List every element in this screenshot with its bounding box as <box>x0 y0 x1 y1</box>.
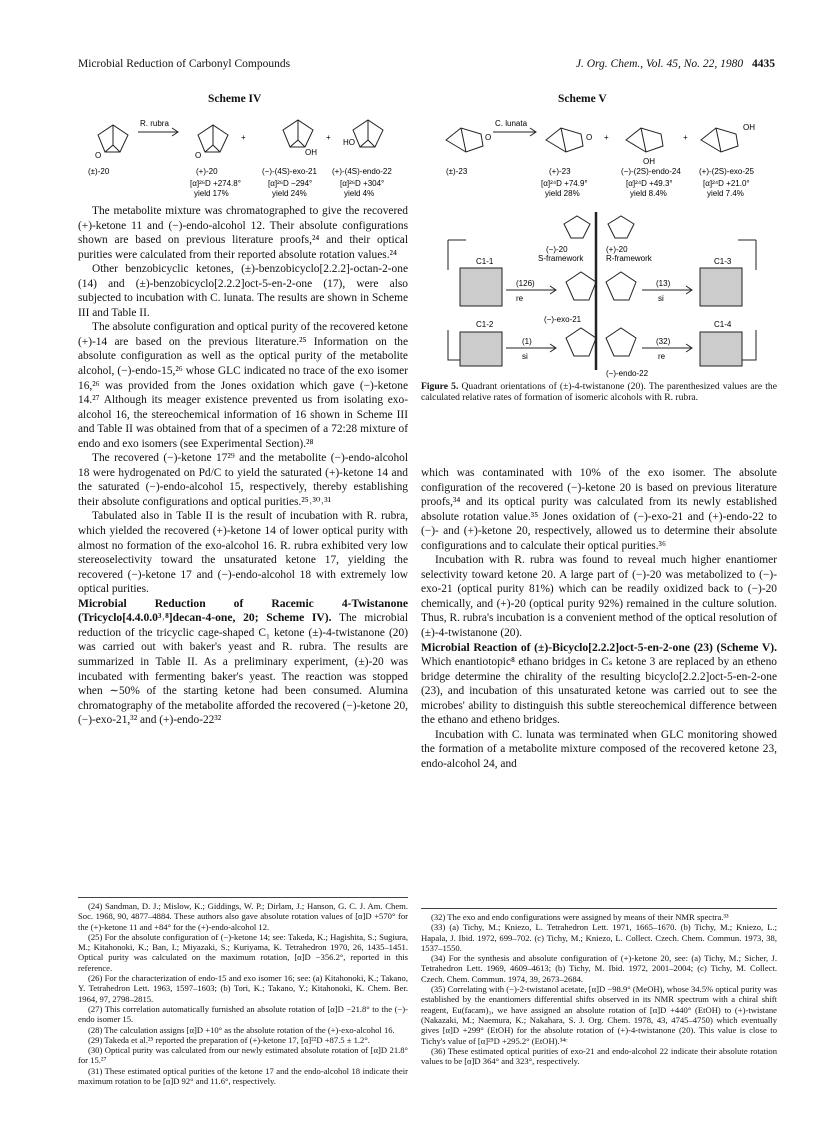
ketone-20-structure <box>564 216 590 238</box>
footnotes-left <box>78 901 408 1086</box>
figure-label: (−)-20 <box>546 245 568 254</box>
footnote: (25) For the absolute configuration of (−)-ketone 14; see: Takeda, K.; Hagishita, S.; Sugiura, M.; Kitahonoki, K.; Ban, I.; Miyazaki, S.; Kuriyama, K. Tetrahedron 1970, 26, 1435–1451. Optical purity was calculated on the maximum rotation, [α]D −356.2°, reported in this reference. <box>78 931 408 973</box>
product-label: (−)-endo-22 <box>606 369 649 378</box>
footnote: (35) Correlating with (−)-2-twistanol acetate, [α]D −98.9° (MeOH), whose 34.5% optical purity was established by the enantiomers differential shifts observed in its NMR spectrum with a chiral shift reagent, Eu(facam)₃, we have assigned an absolute rotation of [α]D +440° (EtOH) to (+)-twistane (Nakazaki, M.; Naemura, K.; Nakahara, S. J. Org. Chem. 1978, 43, 4745–4750) which eventually gives [α]D +299° (EtOH) for the absolute rotation of (+)-4-twistanone (20). This value is close to Tichy's value of [α]²⁵D +295.2° (EtOH).³⁴ᶜ <box>421 984 777 1046</box>
paragraph: Other benzobicyclic ketones, (±)-benzobicyclo[2.2.2]-octan-2-one (14) and (±)-benzobicyclo[2.2.2]oct-5-en-2-one (17), were also subjected to incubation with C. lunata. The results are shown in Scheme III and Table II. <box>78 263 408 319</box>
quadrant-label: C1-4 <box>714 320 732 329</box>
right-column <box>421 466 777 771</box>
caption-text: Quadrant orientations of (±)-4-twistanone (20). The parenthesized values are the calculated relative rates of formation of isomeric alcohols with R. rubra. <box>421 381 777 404</box>
paragraph: Tabulated also in Table II is the result of incubation with R. rubra, which yielded the recovered (+)-ketone 14 of lower optical purity with almost no formation of the exo-alcohol 16. R. rubra exhibited very low stereoselectivity toward the unsaturated ketone 17, yielding the recovered (−)-ketone 17 and (−)-endo-alcohol 18 with extremely low optical purities. <box>78 510 408 596</box>
ketone-20-structure <box>566 328 596 356</box>
svg-text:O: O <box>95 151 102 160</box>
endo-alcohol-structure <box>353 120 383 147</box>
bracket-right <box>738 240 756 270</box>
quadrant-label: C1-2 <box>476 320 494 329</box>
figure-5-diagram <box>446 210 758 378</box>
section-text: The microbial reduction of the tricyclic cage-shaped C₁ ketone (±)-4-twistanone (20) was carried out with baker's yeast and R. rubra. The results are summarized in Table II. As a preliminary experiment, (±)-20 was incubated with fermenting baker's yeast. The reaction was stopped when ∼50% of the starting ketone had been consumed. Alumina chromatography of the metabolite afforded the recovered (−)-ketone 20, (−)-exo-21,³² and (+)-endo-22³² <box>78 612 408 727</box>
bicyclooctenone-structure <box>546 128 583 152</box>
footnote: (28) The calculation assigns [α]D +10° as the absolute rotation of the (+)-exo-alcohol 16. <box>88 1024 395 1035</box>
running-header-left: Microbial Reduction of Carbonyl Compounds <box>78 58 291 70</box>
bicyclooctenone-structure <box>446 128 483 152</box>
paragraph: The absolute configuration and optical purity of the recovered ketone (+)-14 are based on the previous literature.²⁵ Information on the absolute configuration as well as the optical purity of the metabolite alcohol, (−)-endo-15,²⁶ whose GLC indicated no trace of the exo isomer 16,²⁶ was provided from the Jones oxidation which gave (−)-ketone 14.²⁷ Although its meager existence prevented us from isolating exo-alcohol 16, the stereochemical information of 16 shown in Scheme III and Table II was obtained from that of a specimen of a 72:28 mixture of endo and exo isomers (see Experimental Section).²⁸ <box>78 321 408 450</box>
yield-label: yield 17% <box>194 189 229 198</box>
svg-text:+: + <box>683 133 688 142</box>
reaction-arrow <box>493 128 536 136</box>
rate-value: (32) <box>656 337 671 346</box>
compound-label: (+)-(4S)-endo-22 <box>332 167 392 176</box>
figure-5-caption <box>421 381 777 403</box>
paragraph: Incubation with R. rubra was found to reveal much higher enantiomer selectivity toward ketone 20. A large part of (−)-20 was metabolized to (−)-exo-21 (optical purity 81%) which can be readily oxidized back to (−)-20 chemically, and (+)-20 (optical purity 92%) remained in the culture solution. Thus, R. rubra's incubation is a convenient method of the optical resolution of (±)-4-twistanone (20). <box>421 554 777 640</box>
face-label: si <box>522 352 528 361</box>
footnote: (29) Takeda et al.²⁵ reported the preparation of (+)-ketone 17, [α]²²D +87.5 ± 1.2°. <box>88 1034 370 1045</box>
compound-label: (±)-23 <box>446 167 468 176</box>
footnote: (26) For the characterization of endo-15 and exo isomer 16; see: (a) Kitahonoki, K.; Takano, Y. Tetrahedron Lett. 1963, 1597–1603; (b) Tori, K.; Takano, Y.; Kitahonoki, K. Chem. Ber. 1964, 97, 2798–2815. <box>78 973 408 1004</box>
footnote: (27) This correlation automatically furnished an absolute rotation of [α]D −21.8° to the (−)-endo isomer 15. <box>78 1003 408 1025</box>
quadrant-label: C1-3 <box>714 257 732 266</box>
bracket-left <box>448 240 466 270</box>
rate-value: (1) <box>522 337 532 346</box>
quadrant-c1-4 <box>700 332 742 366</box>
footnote: (33) (a) Tichy, M.; Kniezo, L. Tetrahedron Lett. 1971, 1665–1670. (b) Tichy, M.; Kniezo, L.; Hapala, J. Ibid. 1972, 699–702. (c) Tichy, M.; Kniezo, L. Collect. Czech. Chem. Commun. 1973, 38, 1537–1550. <box>421 922 777 953</box>
svg-text:O: O <box>485 133 492 142</box>
left-column <box>78 204 408 728</box>
svg-text:O: O <box>586 133 593 142</box>
svg-text:+: + <box>604 133 609 142</box>
footnote: (34) For the synthesis and absolute configuration of (+)-ketone 20, see: (a) Tichy, M.; Sicher, J. Tetrahedron Lett. 1969, 4609–4613; (b) Tichy, M. Ibid. 1972, 2001–2004; (c) Tichy, M. Collect. Czech. Chem. Commun. 1974, 39, 2673–2684. <box>421 953 777 984</box>
ketone-20-structure <box>606 272 636 300</box>
footnote-rule <box>421 908 777 909</box>
paragraph: The metabolite mixture was chromatographed to give the recovered (+)-ketone 11 and (−)-endo-alcohol 12. Their absolute configurations shown are based on previous literature proofs,²⁴ and their optical purities were calculated from their reported absolute rotation values.²⁴ <box>78 205 408 261</box>
svg-text:+: + <box>241 133 246 142</box>
figure-label: R-framework <box>606 254 652 263</box>
rotation-label: [α]²⁴D +74.9° <box>541 179 588 188</box>
scheme-v-drawing <box>421 110 777 198</box>
footnotes-right <box>421 912 777 1066</box>
svg-text:OH: OH <box>643 157 655 166</box>
running-header-right <box>576 58 775 70</box>
rotation-label: [α]²⁶D +274.8° <box>190 179 241 188</box>
quadrant-c1-1 <box>460 268 502 306</box>
section-text: Which enantiotopic⁸ ethano bridges in Cₛ ketone 3 are replaced by an etheno bridge determine the chirality of the resulting bicyclo[2.2.2]oct-5-en-2-one (23), and incubation of this unsaturated ketone was carried out to see the microbes' ability to distinguish this subtle stereochemical difference between the ethano and etheno bridges. <box>421 656 777 727</box>
compound-label: (+)-20 <box>196 167 218 176</box>
rotation-label: [α]²⁶D −294° <box>268 179 313 188</box>
quadrant-c1-2 <box>460 332 502 366</box>
yield-label: yield 4% <box>344 189 375 198</box>
quadrant-label: C1-1 <box>476 257 494 266</box>
svg-text:O: O <box>195 151 202 160</box>
reaction-arrow <box>138 128 178 136</box>
footnote: (31) These estimated optical purities of the ketone 17 and the endo-alcohol 18 indicate their maximum rotation to be [α]D 92° and 11.6°, respectively. <box>78 1065 408 1087</box>
face-label: re <box>658 352 666 361</box>
ketone-20-structure <box>566 272 596 300</box>
endo-alcohol-structure <box>626 128 663 152</box>
footnote-rule <box>78 897 408 898</box>
svg-text:OH: OH <box>305 148 317 157</box>
footnote: (30) Optical purity was calculated from our newly estimated absolute rotation of [α]D 21.8° for 15.²⁷ <box>78 1045 408 1066</box>
yield-label: yield 28% <box>545 189 580 198</box>
rotation-label: [α]²⁶D +304° <box>340 179 385 188</box>
quadrant-c1-3 <box>700 268 742 306</box>
compound-label: (−)-(4S)-exo-21 <box>262 167 317 176</box>
scheme-iv-drawing <box>78 110 408 198</box>
compound-label: (+)-(2S)-exo-25 <box>699 167 754 176</box>
paragraph: The recovered (−)-ketone 17²⁹ and the metabolite (−)-endo-alcohol 18 were hydrogenated on Pd/C to yield the saturated (+)-ketone 14 and the saturated (−)-endo-alcohol 15, respectively, thereby establishing their absolute configurations and optical purities.²⁵˒³⁰˒³¹ <box>78 452 408 508</box>
paragraph: which was contaminated with 10% of the exo isomer. The absolute configuration of the recovered (−)-ketone 20 is based on previous literature proofs,³⁴ and its optical purity was calculated from its newly established absolute rotation value.³⁵ Jones oxidation of (−)-exo-21 and (+)-endo-22 to (−)- and (+)-ketone 20, respectively, allowed us to determine their absolute configurations and to calculate their optical purities.³⁶ <box>421 467 777 552</box>
yield-label: yield 7.4% <box>707 189 744 198</box>
twistanone-structure <box>98 125 128 152</box>
compound-label: (±)-20 <box>88 167 110 176</box>
reagent-label: R. rubra <box>140 119 169 128</box>
compound-label: (+)-23 <box>549 167 571 176</box>
ketone-20-structure <box>608 216 634 238</box>
twistanone-structure <box>198 125 228 152</box>
section-heading: Microbial Reaction of (±)-Bicyclo[2.2.2]oct-5-en-2-one (23) (Scheme V). <box>421 640 777 654</box>
paragraph: Incubation with C. lunata was terminated when GLC monitoring showed the formation of a metabolite mixture composed of the recovered ketone 23, endo-alcohol 24, and <box>421 728 777 770</box>
section-heading: Microbial Reduction of Racemic 4-Twistanone (Tricyclo[4.4.0.0³˒⁸]decan-4-one, 20; Scheme IV). <box>78 596 408 625</box>
caption-label: Figure 5. <box>421 381 459 392</box>
ketone-20-structure <box>606 328 636 356</box>
footnote: (32) The exo and endo configurations were assigned by means of their NMR spectra.³³ <box>431 912 729 922</box>
yield-label: yield 24% <box>272 189 307 198</box>
svg-text:+: + <box>326 133 331 142</box>
yield-label: yield 8.4% <box>630 189 667 198</box>
svg-text:HO: HO <box>343 138 355 147</box>
journal-citation: J. Org. Chem., Vol. 45, No. 22, 1980 <box>575 58 744 70</box>
scheme-v-title: Scheme V <box>558 93 607 105</box>
figure-label: (+)-20 <box>606 245 628 254</box>
rotation-label: [α]²⁴D +49.3° <box>626 179 673 188</box>
compound-label: (−)-(2S)-endo-24 <box>621 167 681 176</box>
page-number: 4435 <box>752 58 775 70</box>
rate-value: (126) <box>516 279 535 288</box>
face-label: re <box>516 294 524 303</box>
footnote: (36) These estimated optical purities of exo-21 and endo-alcohol 22 indicate their absolute rotation values to be [α]D 364° and 323°, respectively. <box>421 1045 777 1067</box>
exo-alcohol-structure <box>701 128 738 152</box>
reagent-label: C. lunata <box>495 119 528 128</box>
rotation-label: [α]²⁴D +21.0° <box>703 179 750 188</box>
rate-value: (13) <box>656 279 671 288</box>
svg-text:OH: OH <box>743 123 755 132</box>
exo-alcohol-structure <box>283 120 313 147</box>
product-label: (−)-exo-21 <box>544 315 582 324</box>
face-label: si <box>658 294 664 303</box>
footnote: (24) Sandman, D. J.; Mislow, K.; Giddings, W. P.; Dirlam, J.; Hanson, G. C. J. Am. Chem. Soc. 1968, 90, 4877–4884. These authors also gave absolute rotation values of [α]D +570° for the (+)-ketone 11 and +84° for the (+)-endo-alcohol 12. <box>78 901 408 932</box>
scheme-iv-title: Scheme IV <box>208 93 262 105</box>
figure-label: S-framework <box>538 254 584 263</box>
